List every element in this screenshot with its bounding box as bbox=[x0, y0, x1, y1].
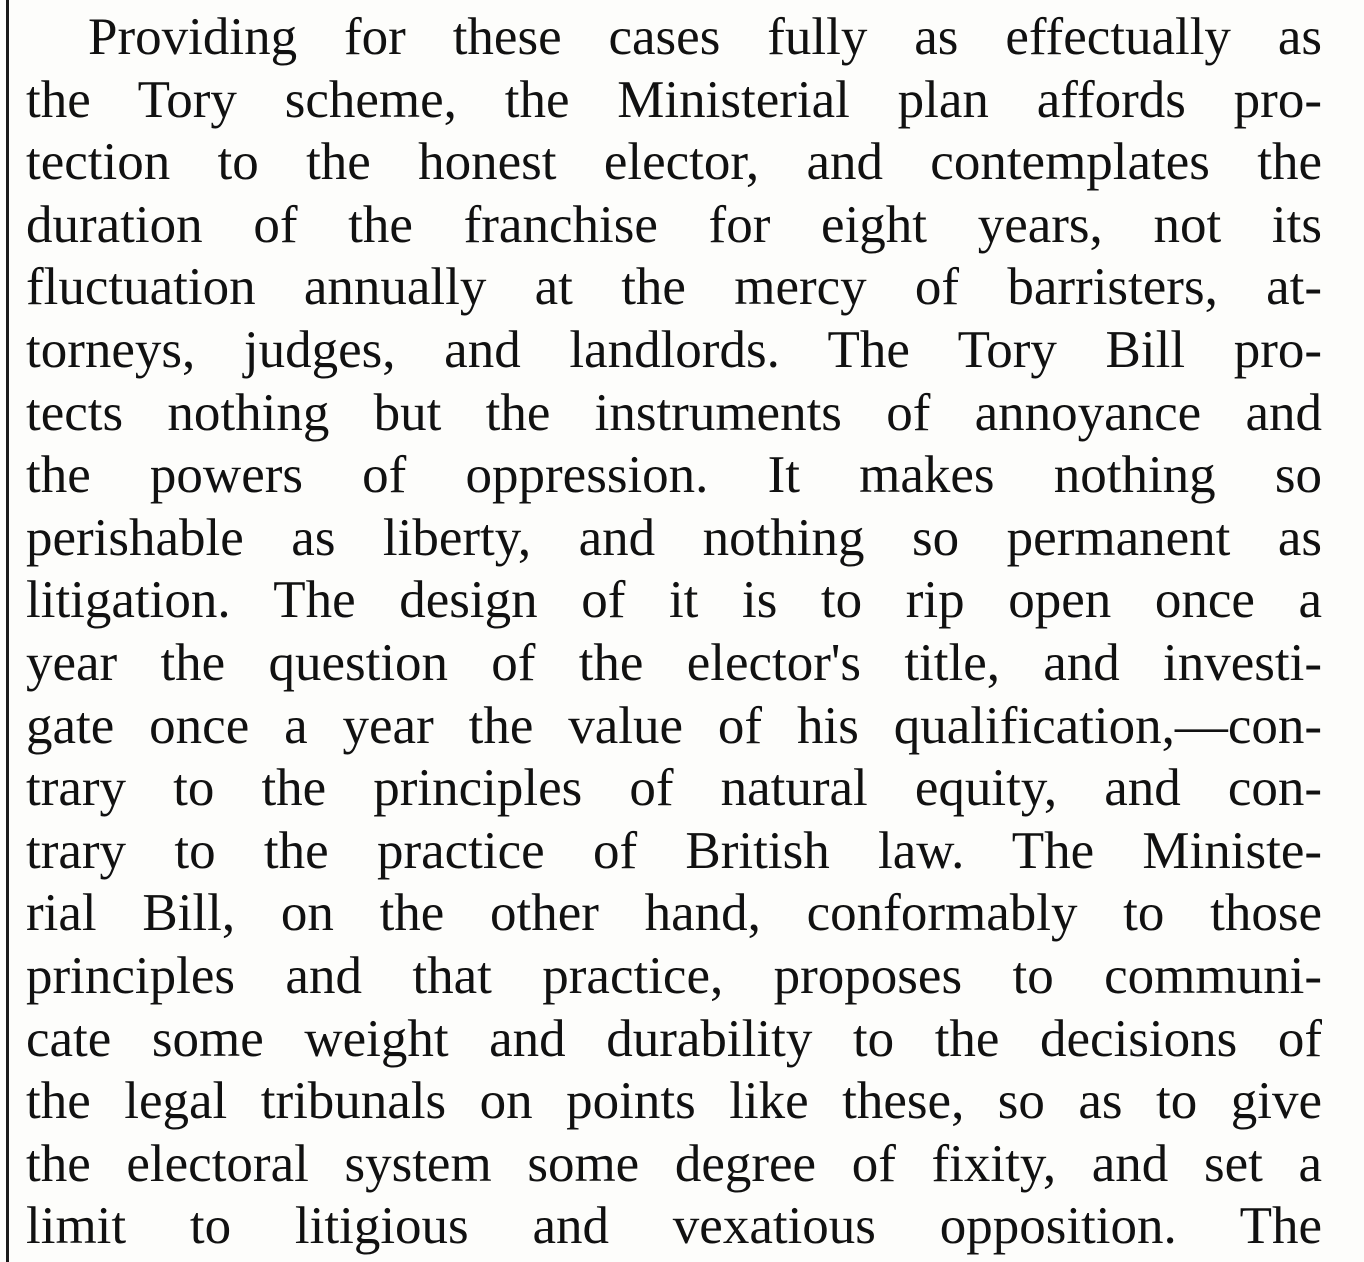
text-line: trary to the practice of British law. The Ministe- bbox=[26, 821, 1322, 880]
text-line: duration of the franchise for eight years, not its bbox=[26, 195, 1322, 254]
text-line: tects nothing but the instruments of annoyance and bbox=[26, 383, 1322, 442]
text-line: the Tory scheme, the Ministerial plan affords pro- bbox=[26, 70, 1322, 129]
text-line: trary to the principles of natural equity, and con- bbox=[26, 759, 1322, 818]
text-line: perishable as liberty, and nothing so permanent as bbox=[26, 508, 1322, 567]
text-line: the electoral system some degree of fixity, and set a bbox=[26, 1134, 1322, 1193]
text-line: tection to the honest elector, and contemplates the bbox=[26, 133, 1322, 192]
text-line: fluctuation annually at the mercy of barristers, at- bbox=[26, 258, 1322, 317]
text-line: litigation. The design of it is to rip open once a bbox=[26, 571, 1322, 630]
text-line: limit to litigious and vexatious opposition. The bbox=[26, 1197, 1322, 1256]
text-line: torneys, judges, and landlords. The Tory Bill pro- bbox=[26, 320, 1322, 379]
article-paragraph bbox=[26, 6, 1322, 1258]
text-line: gate once a year the value of his qualification,—con- bbox=[26, 696, 1322, 755]
text-line: year the question of the elector's title, and investi- bbox=[26, 633, 1322, 692]
column-rule bbox=[6, 0, 9, 1262]
text-line: Providing for these cases fully as effectually as bbox=[88, 8, 1322, 66]
text-line: the powers of oppression. It makes nothing so bbox=[26, 446, 1322, 505]
text-line: rial Bill, on the other hand, conformably to those bbox=[26, 884, 1322, 943]
text-line: the legal tribunals on points like these, so as to give bbox=[26, 1072, 1322, 1131]
text-line: principles and that practice, proposes to communi- bbox=[26, 946, 1322, 1005]
text-line: cate some weight and durability to the decisions of bbox=[26, 1009, 1322, 1068]
